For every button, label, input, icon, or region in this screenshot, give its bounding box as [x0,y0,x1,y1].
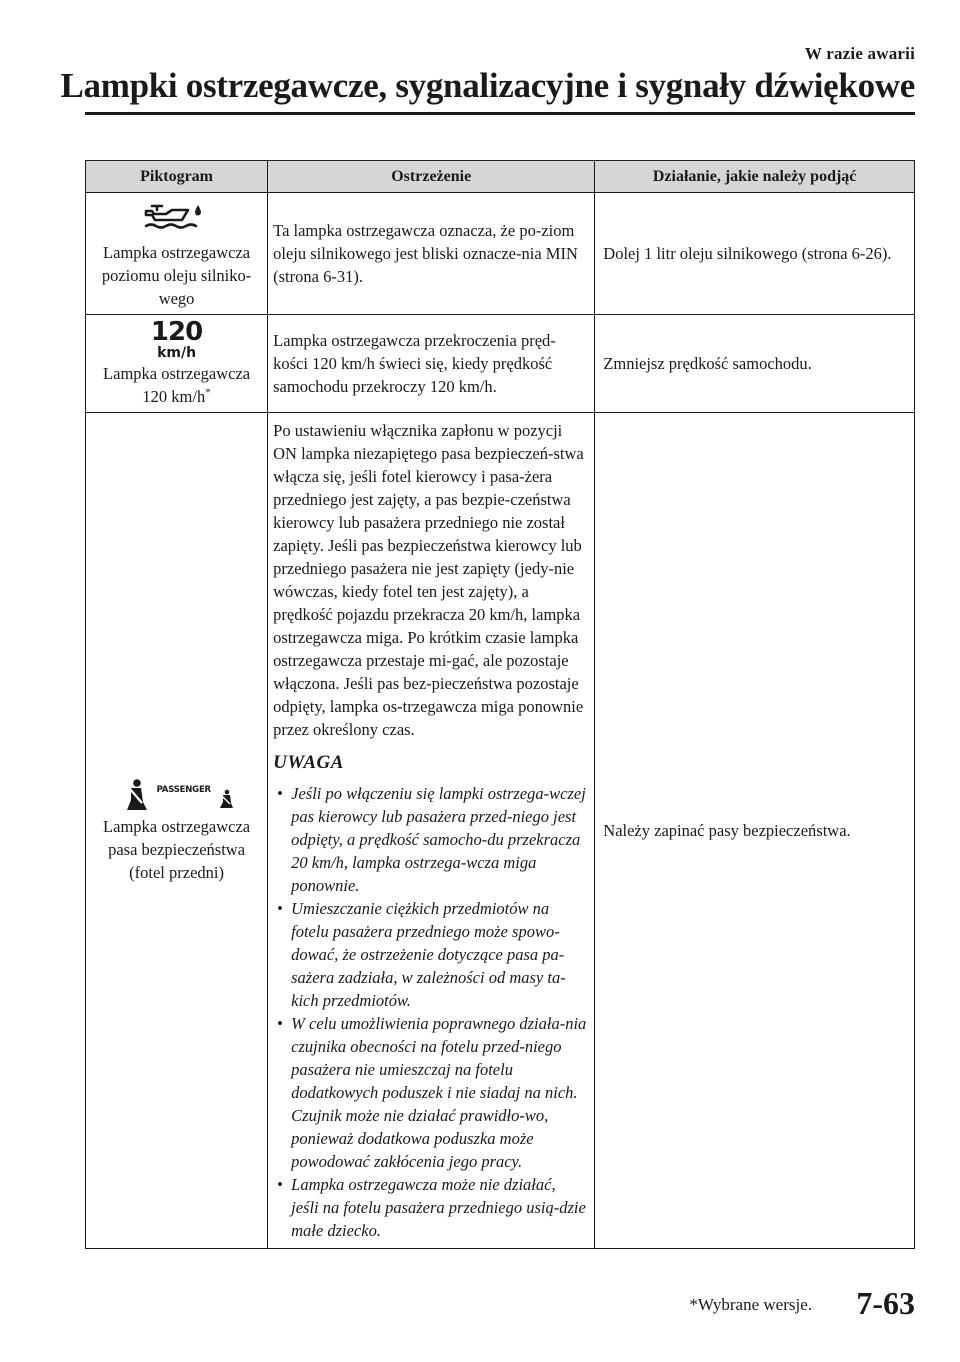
pictogram-label [92,362,261,408]
list-item: • W celu umożliwienia poprawnego działa-nia czujnika obecności na fotelu przed-niego pasażera nie umieszczaj na fotelu dodatkowych poduszek i nie siadaj na nich. Czujnik może nie działać prawidło-wo, ponieważ dodatkowa poduszka może powodować zakłócenia jego pracy. [273,1012,586,1173]
seat-belt-warning-icon [117,777,237,813]
pictogram-cell [86,413,268,1249]
warning-text: Lampka ostrzegawcza przekroczenia pręd-kości 120 km/h świeci się, kiedy prędkość samochodu przekroczy 120 km/h. [268,315,595,413]
column-header-warning: Ostrzeżenie [268,161,595,193]
pictogram-label-text: Lampka ostrzegawcza 120 km/h [103,364,251,406]
footnote: *Wybrane wersje. [689,1295,812,1314]
speed-120-unit: km/h [157,345,197,361]
page-number: 7-63 [856,1285,915,1321]
note-list [273,782,586,1242]
table-row [86,413,915,1249]
passenger-label: PASSENGER [156,785,211,795]
list-item: • Jeśli po włączeniu się lampki ostrzega-wczej pas kierowcy lub pasażera przed-niego jest odpięty, a prędkość samocho-du przekracza 20 km/h, lampka ostrzega-wcza miga ponownie. [273,782,586,897]
optional-version-marker: * [205,386,211,399]
column-header-pictogram: Piktogram [86,161,268,193]
warning-cell [268,413,595,1249]
warning-text: Po ustawieniu włącznika zapłonu w pozycji ON lampka niezapiętego pasa bezpieczeń-stwa włącza się, jeśli fotel kierowcy i pasa-żera przedniego jest zajęty, a pas bezpie-czeństwa kierowcy lub pasażera przedniego nie został zapięty. Jeśli pas bezpieczeństwa kierowcy lub przedniego pasażera nie jest zapięty (jedy-nie wówczas, kiedy fotel ten jest zajęty), a prędkość pojazdu przekracza 20 km/h, lampka ostrzegawcza miga. Po krótkim czasie lampka ostrzegawcza przestaje mi-gać, ale pozostaje włączona. Jeśli pas bez-pieczeństwa pozostaje odpięty, lampka os-trzegawcza miga ponownie przez określony czas. [273,421,584,739]
page-title: Lampki ostrzegawcze, sygnalizacyjne i sygnały dźwiękowe [60,66,915,105]
column-header-action: Działanie, jakie należy podjąć [595,161,915,193]
section-name: W razie awarii [804,44,915,63]
speed-120-number: 120 [150,317,203,347]
oil-level-warning-icon [92,197,261,239]
action-text: Dolej 1 litr oleju silnikowego (strona 6-26). [595,193,915,315]
table-row [86,193,915,315]
pictogram-label: Lampka ostrzegawcza pasa bezpieczeństwa (fotel przedni) [103,817,251,882]
warning-lights-table [85,160,915,1249]
pictogram-cell [86,315,268,413]
list-item: • Lampka ostrzegawcza może nie działać, jeśli na fotelu pasażera przedniego usią-dzie małe dziecko. [273,1173,586,1242]
speed-120-warning-icon [92,319,261,360]
action-text: Należy zapinać pasy bezpieczeństwa. [595,413,915,1249]
warning-text: Ta lampka ostrzegawcza oznacza, że po-ziom oleju silnikowego jest bliski oznacze-nia MIN (strona 6-31). [268,193,595,315]
action-text: Zmniejsz prędkość samochodu. [595,315,915,413]
pictogram-label: Lampka ostrzegawcza poziomu oleju silniko-wego [101,243,252,308]
header-divider [85,112,915,115]
list-item: • Umieszczanie ciężkich przedmiotów na fotelu pasażera przedniego może spowo-dować, że ostrzeżenie dotyczące pasa pa-sażera zadziała, w zależności od masy ta-kich przedmiotów. [273,897,586,1012]
note-title: UWAGA [273,752,344,773]
pictogram-cell [86,193,268,315]
table-header-row [86,161,915,193]
table-row [86,315,915,413]
